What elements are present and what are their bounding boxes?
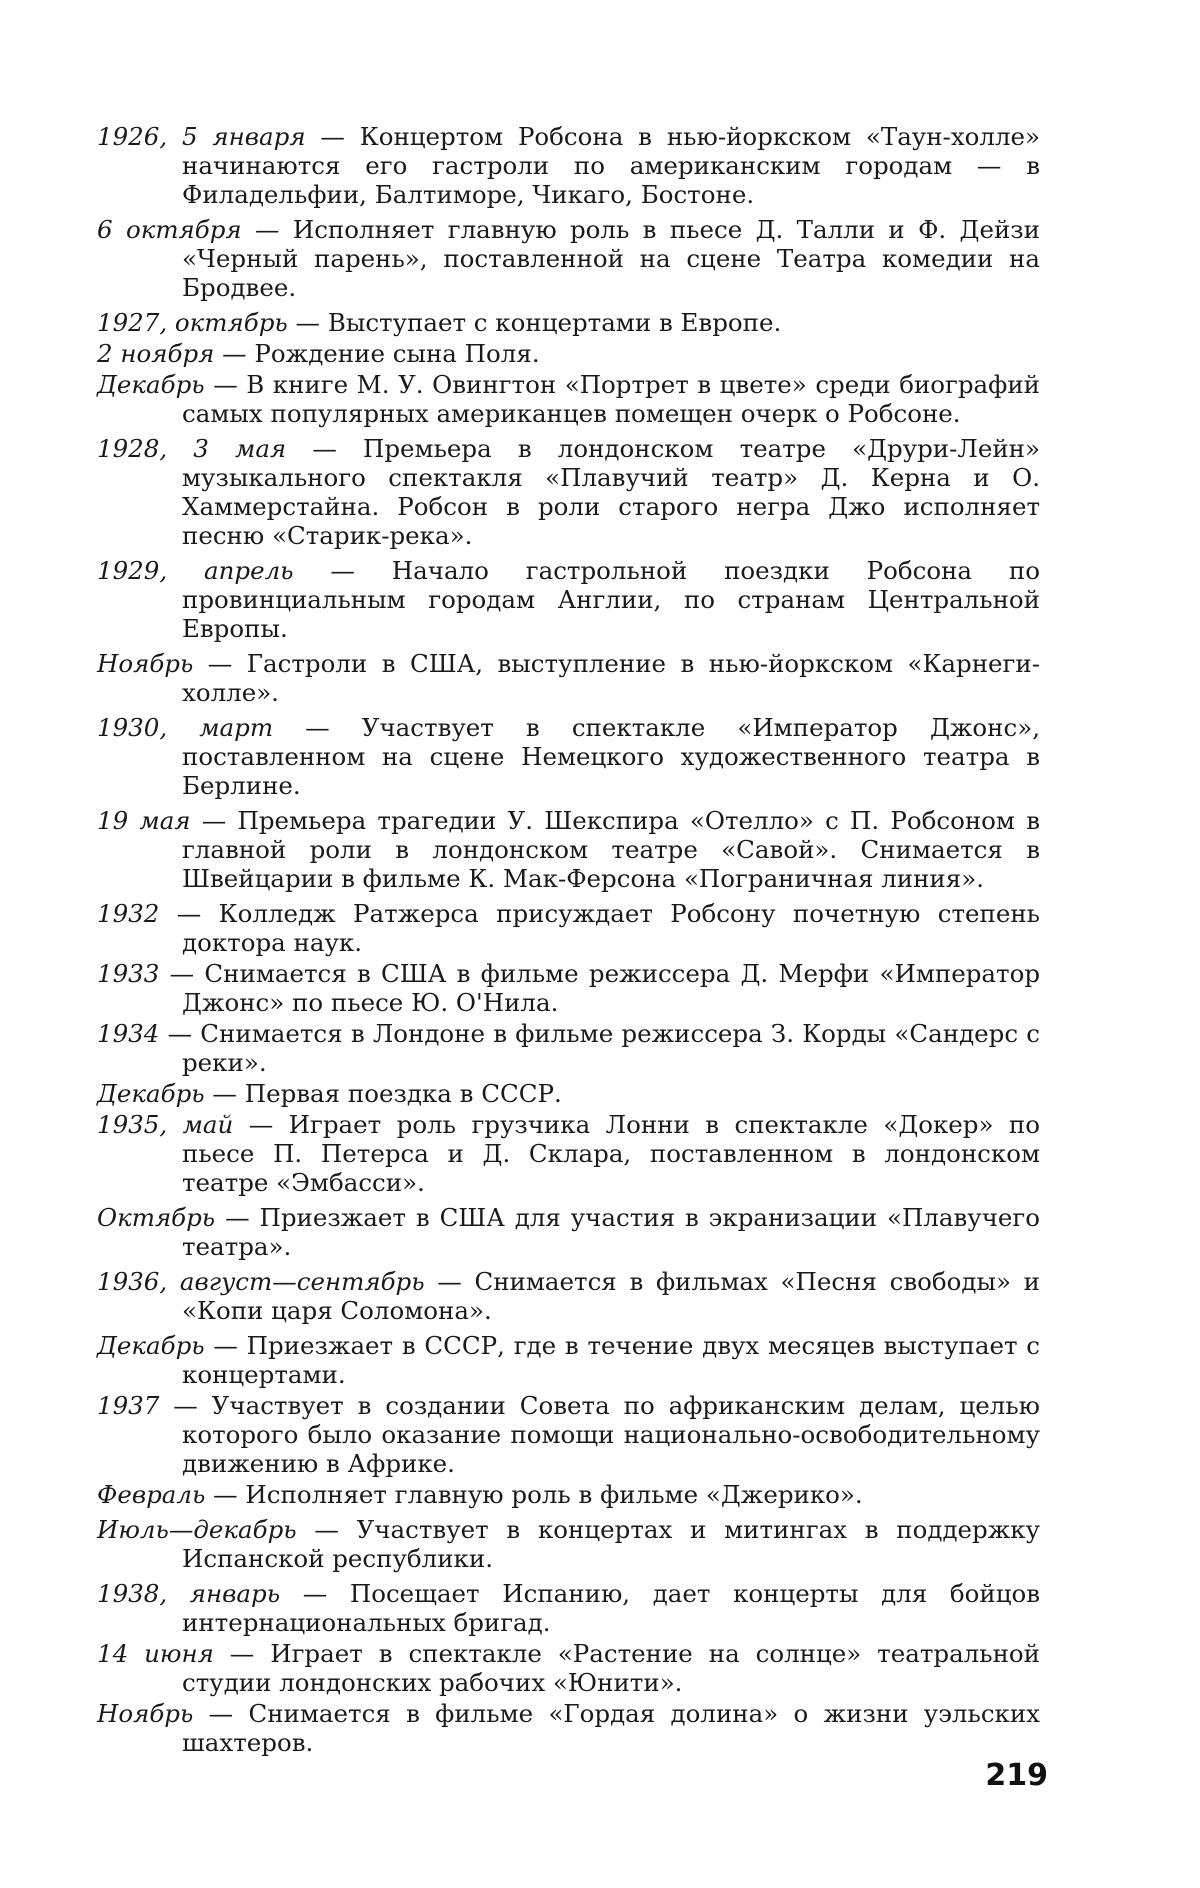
entry-date: 1937: [97, 1391, 159, 1420]
chronology-entry: [97, 1110, 1040, 1197]
chronology-entry: [97, 806, 1040, 893]
entry-date: 19 мая: [97, 806, 191, 835]
entry-text: — Снимается в фильме «Гордая долина» о жизни уэльских шахтеров.: [182, 1699, 1040, 1757]
entry-text: — Рождение сына Поля.: [214, 339, 539, 368]
chronology-entry: [97, 959, 1040, 1017]
entry-text: — Участвует в концертах и митингах в поддержку Испанской республики.: [182, 1515, 1040, 1573]
entry-date: 14 июня: [97, 1639, 214, 1668]
entry-text: — В книге М. У. Овингтон «Портрет в цвете» среди биографий самых популярных американцев помещен очерк о Робсоне.: [182, 370, 1040, 428]
chronology-entry: [97, 713, 1040, 800]
chronology-entry: [97, 434, 1040, 550]
entry-date: 1933: [97, 959, 159, 988]
entry-date: 1935, май: [97, 1110, 233, 1139]
chronology-entry: [97, 1515, 1040, 1573]
entry-date: 1928, 3 мая: [97, 434, 286, 463]
chronology-entry: [97, 1079, 1040, 1108]
entry-text: — Исполняет главную роль в пьесе Д. Талли и Ф. Дейзи «Черный парень», поставленной на сцене Театра комедии на Бродвее.: [182, 215, 1040, 302]
entry-date: 1930, март: [97, 713, 273, 742]
entry-text: — Выступает с концертами в Европе.: [288, 308, 782, 337]
chronology-entry: [97, 122, 1040, 209]
chronology-entry: [97, 1579, 1040, 1637]
chronology-entry: [97, 1639, 1040, 1697]
entry-text: — Концертом Робсона в нью-йоркском «Таун-холле» начинаются его гастроли по американским городам — в Филадельфии, Балтиморе, Чикаго, Бостоне.: [182, 122, 1040, 209]
entry-date: 6 октября: [97, 215, 242, 244]
entry-date: Октябрь: [97, 1203, 215, 1232]
entry-date: Декабрь: [97, 370, 205, 399]
entry-text: — Снимается в Лондоне в фильме режиссера З. Корды «Сандерс с реки».: [159, 1019, 1040, 1077]
entry-text: — Приезжает в США для участия в экранизации «Плавучего театра».: [182, 1203, 1040, 1261]
entry-text: — Исполняет главную роль в фильме «Джерико».: [205, 1480, 862, 1509]
entry-text: — Снимается в США в фильме режиссера Д. Мерфи «Император Джонс» по пьесе Ю. О'Нила.: [159, 959, 1040, 1017]
entry-date: Декабрь: [97, 1331, 205, 1360]
chronology-entry: [97, 339, 1040, 368]
chronology-entry: [97, 370, 1040, 428]
chronology-entry: [97, 1019, 1040, 1077]
chronology-entry: [97, 1203, 1040, 1261]
entry-date: 1936, август—сентябрь: [97, 1267, 425, 1296]
entry-text: — Премьера в лондонском театре «Друри-Лейн» музыкального спектакля «Плавучий театр» Д. Керна и О. Хаммерстайна. Робсон в роли старого негра Джо исполняет песню «Старик-река».: [182, 434, 1040, 550]
entry-date: Ноябрь: [97, 1699, 193, 1728]
entry-text: — Играет в спектакле «Растение на солнце» театральной студии лондонских рабочих «Юнити».: [182, 1639, 1040, 1697]
chronology-entry: [97, 1480, 1040, 1509]
chronology-entry: [97, 899, 1040, 957]
entry-date: 1938, январь: [97, 1579, 280, 1608]
chronology-entry: [97, 556, 1040, 643]
entry-date: Июль—декабрь: [97, 1515, 297, 1544]
entry-date: Ноябрь: [97, 649, 193, 678]
entry-text: — Играет роль грузчика Лонни в спектакле «Докер» по пьесе П. Петерса и Д. Склара, поставленном в лондонском театре «Эмбасси».: [182, 1110, 1040, 1197]
entry-date: 1926, 5 января: [97, 122, 306, 151]
entry-date: 1934: [97, 1019, 159, 1048]
chronology-entry: [97, 1331, 1040, 1389]
entry-date: 2 ноября: [97, 339, 214, 368]
entry-text: — Начало гастрольной поездки Робсона по провинциальным городам Англии, по странам Центральной Европы.: [182, 556, 1040, 643]
entry-date: 1927, октябрь: [97, 308, 288, 337]
book-page: [0, 0, 1200, 1888]
entry-date: 1932: [97, 899, 159, 928]
entry-text: — Участвует в создании Совета по африканским делам, целью которого было оказание помощи национально-освободительному движению в Африке.: [159, 1391, 1040, 1478]
chronology-entry: [97, 1699, 1040, 1757]
chronology-entry: [97, 308, 1040, 337]
entry-text: — Первая поездка в СССР.: [205, 1079, 562, 1108]
entry-date: 1929, апрель: [97, 556, 294, 585]
entry-text: — Посещает Испанию, дает концерты для бойцов интернациональных бригад.: [182, 1579, 1040, 1637]
chronology-entry: [97, 1391, 1040, 1478]
chronology-entry: [97, 1267, 1040, 1325]
entry-date: Февраль: [97, 1480, 205, 1509]
entry-text: — Премьера трагедии У. Шекспира «Отелло» с П. Робсоном в главной роли в лондонском театре «Савой». Снимается в Швейцарии в фильме К. Мак-Ферсона «Пограничная линия».: [182, 806, 1040, 893]
chronology-entry: [97, 215, 1040, 302]
entry-text: — Снимается в фильмах «Песня свободы» и «Копи царя Соломона».: [182, 1267, 1040, 1325]
entry-text: — Гастроли в США, выступление в нью-йоркском «Карнеги-холле».: [182, 649, 1040, 707]
chronology-entry: [97, 649, 1040, 707]
entry-date: Декабрь: [97, 1079, 205, 1108]
page-number: 219: [978, 1758, 1048, 1793]
entry-text: — Приезжает в СССР, где в течение двух месяцев выступает с концертами.: [182, 1331, 1040, 1389]
chronology-list: [97, 122, 1040, 1759]
entry-text: — Колледж Ратжерса присуждает Робсону почетную степень доктора наук.: [159, 899, 1040, 957]
entry-text: — Участвует в спектакле «Император Джонс», поставленном на сцене Немецкого художественного театра в Берлине.: [182, 713, 1040, 800]
